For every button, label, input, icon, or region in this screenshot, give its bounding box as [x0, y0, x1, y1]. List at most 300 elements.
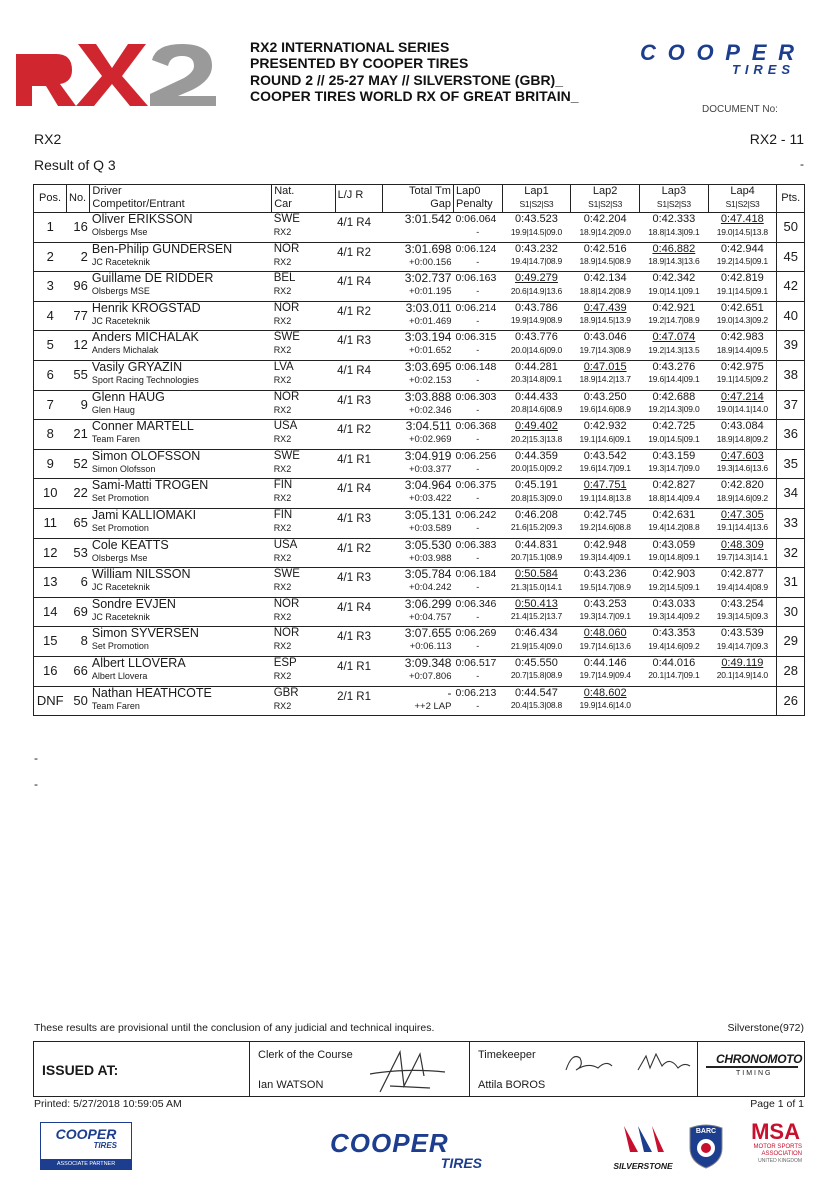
lap-time: 0:44.359: [515, 449, 558, 462]
lap2-cell: [571, 597, 640, 627]
total-time: 3:01.698: [404, 241, 452, 256]
car-class: RX2: [273, 641, 292, 652]
lap4-cell: [708, 331, 777, 361]
lap-time: 0:42.903: [652, 568, 696, 581]
lap0-cell: [453, 656, 502, 686]
lap0-cell: [453, 360, 502, 390]
ljr-value: 4/1 R1: [337, 660, 371, 673]
entrant-name: Anders Michalak: [91, 345, 159, 356]
lap-sectors: 19.4|14.7|09.3: [716, 640, 768, 651]
lap4-cell: [708, 568, 777, 598]
entrant-name: Olsbergs MSE: [91, 286, 150, 297]
lap-time: 0:42.975: [720, 360, 764, 373]
series-line-3: ROUND 2 // 25-27 MAY // SILVERSTONE (GBR)_: [250, 71, 564, 88]
col-entrant-label: Competitor/Entrant: [92, 198, 185, 210]
lap-time: 0:47.439: [583, 301, 627, 314]
lap0-cell: [453, 627, 502, 657]
total-cell: [383, 360, 454, 390]
lap1-cell: [502, 656, 571, 686]
lap2-cell: [571, 627, 640, 657]
series-line-1: RX2 INTERNATIONAL SERIES: [250, 39, 450, 55]
lap-time: 0:43.046: [583, 331, 627, 344]
lap1-cell: [502, 272, 571, 302]
total-time: 3:07.655: [404, 626, 452, 641]
total-time: 3:05.784: [404, 567, 452, 582]
lap-sectors: 19.4|14.4|08.9: [716, 581, 768, 592]
lap0-time: 0:06.269: [455, 627, 497, 640]
total-cell: [383, 213, 454, 243]
car-class: RX2: [273, 670, 292, 681]
car-class: RX2: [273, 463, 292, 474]
driver-cell: [90, 627, 272, 657]
lap1-cell: [502, 508, 571, 538]
cooper-center-logo: [330, 1130, 488, 1170]
lap-sectors: 20.4|15.3|08.8: [510, 700, 563, 710]
position: 15: [34, 627, 67, 657]
cooper-tires-logo: [638, 42, 796, 76]
lap-time: 0:42.820: [720, 479, 764, 492]
lap-sectors: 19.3|14.6|13.6: [716, 463, 768, 474]
lap1-cell: [502, 360, 571, 390]
lap2-cell: [571, 301, 640, 331]
lap-time: 0:47.751: [583, 479, 627, 492]
lap-sectors: 19.7|14.6|13.6: [579, 640, 631, 651]
trailing-dashes: [34, 745, 38, 797]
timekeeper-role: Timekeeper: [478, 1049, 536, 1061]
col-penalty-label: Penalty: [455, 198, 493, 210]
points: 39: [777, 331, 805, 361]
entrant-name: JC Raceteknik: [91, 611, 150, 622]
lap0-time: 0:06.375: [455, 479, 497, 492]
car-number: 77: [73, 307, 88, 323]
msa-sub: MOTOR SPORTS ASSOCIATION: [753, 1144, 802, 1157]
lap0-cell: [453, 508, 502, 538]
lap-sectors: 19.0|14.5|09.1: [648, 433, 700, 444]
total-cell: [383, 597, 454, 627]
lap0-cell: [453, 538, 502, 568]
cooper-center-text: COOPER: [330, 1128, 449, 1158]
lap-sectors: 19.7|14.3|08.9: [579, 344, 631, 355]
lap-sectors: 19.0|14.1|14.0: [716, 404, 768, 415]
nationality: SWE: [273, 568, 300, 581]
car-class: RX2: [273, 582, 292, 593]
table-row: [34, 597, 805, 627]
col-total-label: Total Tm: [409, 185, 451, 197]
lap3-cell: [640, 597, 709, 627]
dash-line: -: [34, 751, 38, 765]
car-number: 8: [80, 633, 88, 649]
cooper-small-sub: TIRES: [93, 1141, 117, 1150]
driver-cell: [90, 597, 272, 627]
lap4-cell: [708, 508, 777, 538]
total-time: 3:05.530: [404, 537, 452, 552]
col-lap0: [453, 185, 502, 213]
lap-sectors: 19.0|14.1|09.1: [648, 285, 700, 296]
lap-time: 0:42.516: [583, 242, 627, 255]
nat-cell: [272, 686, 335, 716]
penalty: -: [476, 582, 480, 593]
clerk-name: Ian WATSON: [258, 1079, 324, 1091]
lap-time: 0:44.547: [515, 686, 558, 699]
lap-time: 0:42.204: [583, 213, 627, 225]
lap3-cell: [640, 568, 709, 598]
driver-cell: [90, 213, 272, 243]
lap0-time: 0:06.383: [455, 538, 497, 551]
result-title: Result of Q 3: [34, 157, 116, 173]
lap-time: 0:48.602: [583, 686, 627, 699]
driver-name: Simon SYVERSEN: [91, 626, 199, 641]
col-lap1: [502, 185, 571, 213]
total-cell: [383, 242, 454, 272]
lap2-cell: [571, 686, 640, 716]
car-class: RX2: [273, 227, 292, 237]
lap-sectors: 18.9|14.5|13.9: [579, 315, 631, 326]
points: 28: [777, 656, 805, 686]
clerk-role: Clerk of the Course: [258, 1049, 353, 1061]
lap-time: 0:42.745: [583, 508, 627, 521]
lap-sectors: 19.6|14.4|09.1: [648, 374, 700, 385]
lap0-time: 0:06.214: [455, 301, 497, 314]
driver-name: William NILSSON: [91, 567, 191, 582]
lap0-time: 0:06.064: [455, 213, 497, 225]
driver-cell: [90, 420, 272, 450]
nat-cell: [272, 331, 335, 361]
table-row: [34, 686, 805, 716]
total-cell: [383, 568, 454, 598]
timekeeper-name: Attila BOROS: [478, 1079, 546, 1091]
lap2-cell: [571, 479, 640, 509]
driver-name: Conner MARTELL: [91, 419, 194, 434]
provisional-notice: These results are provisional until the conclusion of any judicial and technical inquires.: [34, 1022, 435, 1034]
gap-time: +0:03.589: [408, 522, 452, 534]
position: 7: [34, 390, 67, 420]
lap1-cell: [502, 597, 571, 627]
table-row: [34, 331, 805, 361]
total-time: 3:03.888: [404, 389, 452, 404]
lap3-cell: [640, 390, 709, 420]
points: 26: [777, 686, 805, 716]
lap-time: 0:49.279: [515, 272, 558, 285]
car-class: RX2: [273, 286, 292, 297]
lap4-cell: [708, 449, 777, 479]
issued-cell: [34, 1042, 250, 1096]
page-number: Page 1 of 1: [750, 1098, 804, 1110]
entrant-name: Team Faren: [91, 700, 140, 711]
lap0-cell: [453, 568, 502, 598]
lap-sectors: 19.0|14.3|09.2: [716, 315, 768, 326]
points: 50: [777, 213, 805, 243]
driver-cell: [90, 301, 272, 331]
lap4-cell: [708, 360, 777, 390]
lap-time: 0:43.276: [652, 360, 696, 373]
ljr-value: 4/1 R3: [337, 512, 371, 525]
driver-cell: [90, 656, 272, 686]
nat-cell: [272, 213, 335, 243]
series-line-4: COOPER TIRES WORLD RX OF GREAT BRITAIN_: [250, 88, 579, 105]
lap0-time: 0:06.315: [455, 331, 497, 344]
nat-cell: [272, 656, 335, 686]
ljr-value: 4/1 R4: [337, 276, 371, 289]
penalty: -: [476, 493, 480, 504]
driver-cell: [90, 331, 272, 361]
lap-sectors: 20.2|15.3|13.8: [510, 433, 563, 444]
lap0-cell: [453, 390, 502, 420]
driver-cell: [90, 390, 272, 420]
driver-cell: [90, 686, 272, 716]
lap3-cell: [640, 331, 709, 361]
total-time: 3:06.299: [404, 596, 452, 611]
gap-time: +0:01.469: [408, 315, 452, 327]
car-class: RX2: [273, 493, 292, 504]
lap4-cell: [708, 479, 777, 509]
total-time: -: [447, 685, 452, 700]
ljr-value: 4/1 R2: [337, 305, 371, 318]
msa-sub2: UNITED KINGDOM: [758, 1158, 802, 1164]
lap3-cell: [640, 479, 709, 509]
lap-sectors: 20.8|15.3|09.0: [510, 492, 563, 503]
points: 38: [777, 360, 805, 390]
ljr-value: 4/1 R2: [337, 246, 371, 259]
lap0-cell: [453, 331, 502, 361]
nationality: LVA: [273, 360, 294, 373]
points: 35: [777, 449, 805, 479]
svg-text:RX2: RX2: [116, 104, 118, 105]
col-lap1-label: Lap1: [524, 185, 549, 197]
penalty: -: [476, 641, 480, 652]
gap-time: +0:02.346: [408, 404, 452, 416]
lap-time: 0:47.015: [583, 360, 627, 373]
silverstone-logo: [608, 1122, 678, 1170]
lap-sectors: 20.7|15.8|08.9: [510, 670, 563, 681]
driver-cell: [90, 508, 272, 538]
ljr-value: 4/1 R4: [337, 601, 371, 614]
lap1-cell: [502, 390, 571, 420]
entrant-name: Olsbergs Mse: [91, 227, 148, 237]
col-gap-label: Gap: [430, 198, 451, 210]
col-sectors-label: S1|S2|S3: [725, 198, 760, 209]
points: 32: [777, 538, 805, 568]
penalty: -: [476, 700, 480, 711]
lap3-cell: [640, 420, 709, 450]
nat-cell: [272, 272, 335, 302]
lap-sectors: 18.9|14.6|09.2: [716, 492, 768, 503]
lap-sectors: 20.0|15.0|09.2: [510, 463, 563, 474]
lap0-time: 0:06.256: [455, 449, 497, 462]
driver-name: Nathan HEATHCOTE: [91, 685, 212, 700]
lap4-cell: [708, 420, 777, 450]
col-pts: Pts.: [777, 185, 805, 213]
total-time: 3:05.131: [404, 507, 452, 522]
table-row: [34, 538, 805, 568]
nationality: NOR: [273, 242, 300, 255]
lap0-time: 0:06.184: [455, 568, 497, 581]
table-row: [34, 508, 805, 538]
lap-time: 0:43.523: [515, 213, 558, 225]
lap-time: 0:42.932: [583, 420, 627, 433]
lap-time: 0:42.877: [720, 568, 764, 581]
total-time: 3:04.511: [405, 419, 452, 434]
lap-time: 0:42.725: [652, 420, 696, 433]
penalty: -: [476, 345, 480, 356]
nationality: BEL: [273, 272, 296, 285]
lap3-cell: [640, 627, 709, 657]
col-nat: [272, 185, 335, 213]
driver-cell: [90, 479, 272, 509]
lap-sectors: 18.8|14.3|09.1: [648, 226, 700, 237]
nationality: NOR: [273, 301, 300, 314]
lap-sectors: 19.7|14.9|09.4: [579, 670, 631, 681]
lap-sectors: 19.2|14.5|09.1: [716, 256, 768, 267]
lap2-cell: [571, 568, 640, 598]
ljr-value: 4/1 R3: [337, 394, 371, 407]
ljr-value: 4/1 R2: [337, 424, 371, 437]
lap-sectors: 20.1|14.9|14.0: [716, 670, 768, 681]
total-cell: [383, 272, 454, 302]
lap-sectors: 19.1|14.4|13.6: [716, 522, 768, 533]
lap-sectors: 21.6|15.2|09.3: [510, 522, 563, 533]
lap1-cell: [502, 686, 571, 716]
lap-sectors: 19.3|14.7|09.0: [648, 463, 700, 474]
col-lap2-label: Lap2: [592, 185, 618, 197]
gap-time: +0:06.113: [409, 641, 452, 653]
penalty: -: [476, 522, 480, 533]
car-number: 9: [80, 396, 88, 412]
entrant-name: Glen Haug: [91, 404, 135, 415]
ljr-value: 2/1 R1: [337, 690, 371, 703]
lap-time: 0:47.418: [720, 213, 764, 225]
col-sectors-label: S1|S2|S3: [588, 198, 623, 209]
driver-cell: [90, 242, 272, 272]
car-class: RX2: [273, 256, 292, 267]
ljr-value: 4/1 R3: [337, 335, 371, 348]
ljr-value: 4/1 R2: [337, 542, 371, 555]
lap-sectors: 19.7|14.3|14.1: [716, 552, 768, 563]
points: 29: [777, 627, 805, 657]
clerk-signature: [360, 1046, 450, 1096]
lap0-cell: [453, 272, 502, 302]
lap4-cell: [708, 301, 777, 331]
driver-cell: [90, 449, 272, 479]
silverstone-text: SILVERSTONE: [613, 1161, 673, 1171]
lap4-cell: [708, 656, 777, 686]
document-number: RX2 - 11: [749, 131, 804, 147]
ljr-value: 4/1 R4: [337, 364, 371, 377]
clerk-cell: [250, 1042, 470, 1096]
total-cell: [383, 686, 454, 716]
position: 2: [34, 242, 67, 272]
lap-time: 0:42.651: [720, 301, 764, 314]
points: 33: [777, 508, 805, 538]
nationality: ESP: [273, 656, 297, 669]
lap0-cell: [453, 686, 502, 716]
lap0-cell: [453, 420, 502, 450]
gap-time: +0:04.757: [408, 611, 452, 623]
lap-time: 0:47.214: [720, 390, 764, 403]
total-cell: [383, 627, 454, 657]
cooper-associate-logo: [40, 1122, 132, 1170]
lap1-cell: [502, 242, 571, 272]
driver-name: Jami KALLIOMAKI: [91, 507, 197, 522]
table-row: [34, 301, 805, 331]
lap-time: 0:45.191: [515, 479, 558, 492]
table-row: [34, 390, 805, 420]
lap-sectors: 19.9|14.5|09.0: [510, 226, 563, 237]
lap-sectors: 18.9|14.4|09.5: [716, 344, 768, 355]
lap-time: 0:43.539: [720, 627, 764, 640]
lap1-cell: [502, 479, 571, 509]
lap-time: 0:43.776: [515, 331, 558, 344]
lap-time: 0:43.254: [720, 597, 764, 610]
table-header-row: [34, 185, 805, 213]
points: 40: [777, 301, 805, 331]
position: 10: [34, 479, 67, 509]
nationality: NOR: [273, 390, 300, 403]
driver-cell: [90, 360, 272, 390]
lap-time: 0:49.119: [721, 656, 764, 669]
chronomoto-text: CHRONOMOTO: [706, 1052, 798, 1068]
lap-time: 0:43.232: [515, 242, 558, 255]
car-number: 66: [73, 662, 88, 678]
svg-text:TIRES: TIRES: [732, 62, 790, 76]
lap2-cell: [571, 390, 640, 420]
table-row: [34, 449, 805, 479]
lap-sectors: 19.4|14.2|08.8: [648, 522, 700, 533]
position: 4: [34, 301, 67, 331]
lap2-cell: [571, 213, 640, 243]
lap-time: 0:47.074: [652, 331, 696, 344]
total-time: 3:02.737: [404, 271, 452, 286]
lap-time: 0:44.831: [515, 538, 558, 551]
lap-time: 0:49.402: [515, 420, 558, 433]
lap3-cell: [640, 656, 709, 686]
position: 13: [34, 568, 67, 598]
points: 36: [777, 420, 805, 450]
car-class: RX2: [273, 611, 292, 622]
ljr-value: 4/1 R3: [337, 631, 371, 644]
points: 34: [777, 479, 805, 509]
gap-time: ++2 LAP: [414, 700, 452, 712]
position: 9: [34, 449, 67, 479]
svg-text:COOPER: COOPER: [640, 42, 794, 65]
lap-sectors: 19.9|14.6|14.0: [579, 700, 631, 710]
lap-sectors: 19.4|14.7|08.9: [510, 256, 563, 267]
lap0-time: 0:06.346: [455, 597, 497, 610]
lap3-cell: [640, 242, 709, 272]
nat-cell: [272, 449, 335, 479]
msa-text: MSA: [751, 1119, 800, 1144]
lap-time: 0:42.333: [652, 213, 696, 225]
lap-time: 0:43.236: [583, 568, 627, 581]
lap-time: 0:45.550: [515, 656, 558, 669]
table-row: [34, 242, 805, 272]
issued-at-label: ISSUED AT:: [42, 1062, 119, 1078]
lap2-cell: [571, 272, 640, 302]
car-class: RX2: [273, 552, 292, 563]
lap-time: 0:43.786: [515, 301, 558, 314]
lap-time: 0:42.631: [652, 508, 696, 521]
lap1-cell: [502, 420, 571, 450]
lap4-cell: [708, 538, 777, 568]
lap0-time: 0:06.148: [455, 360, 497, 373]
penalty: -: [476, 463, 480, 474]
car-number: 96: [73, 278, 88, 294]
lap-time: 0:42.921: [652, 301, 696, 314]
lap0-cell: [453, 479, 502, 509]
lap-time: 0:46.208: [515, 508, 558, 521]
penalty: -: [476, 256, 480, 267]
event-header: [250, 39, 579, 105]
lap-time: 0:43.253: [583, 597, 627, 610]
